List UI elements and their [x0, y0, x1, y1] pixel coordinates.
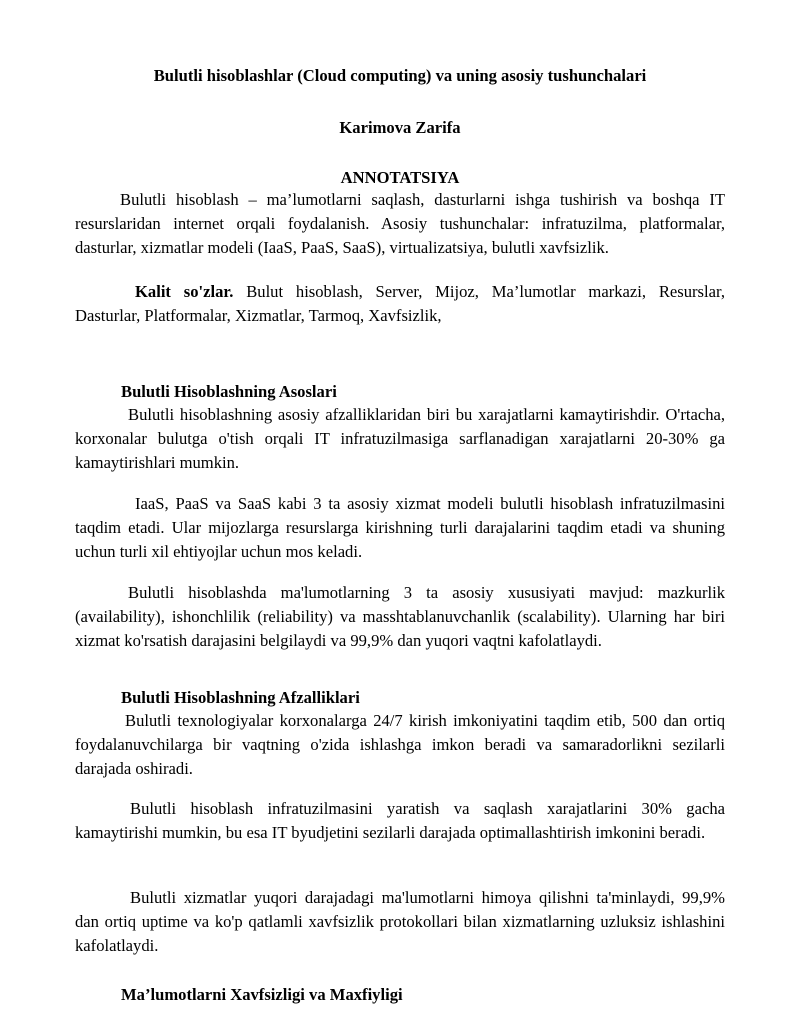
section-heading-afzalliklari: Bulutli Hisoblashning Afzalliklari — [121, 688, 360, 707]
section-heading-xavfsizligi: Ma’lumotlarni Xavfsizligi va Maxfiyligi — [121, 985, 403, 1004]
annotation-paragraph — [75, 188, 725, 260]
annotation-heading: ANNOTATSIYA — [340, 168, 460, 187]
section-paragraph: IaaS, PaaS va SaaS kabi 3 ta asosiy xizmat modeli bulutli hisoblash infratuzilmasini taqdim etadi. Ular mijozlarga resurslarga kirishning turli darajalarini taqdim etadi va shuning uchun turli xil ehtiyojlar uchun mos keladi. — [75, 494, 725, 561]
keywords-text: Bulut hisoblash, Server, Mijoz, Ma’lumotlar markazi, Resurslar, Dasturlar, Platformalar, Xizmatlar, Tarmoq, Xavfsizlik, — [75, 282, 725, 325]
section-paragraph: Bulutli hisoblashning asosiy afzalliklaridan biri bu xarajatlarni kamaytirishdir. O'rtacha, korxonalar bulutga o'tish orqali IT infratuzilmasiga sarflanadigan xarajatlarni 20-30% ga kamaytirishlari mumkin. — [75, 405, 725, 472]
section-paragraph: Bulutli hisoblashda ma'lumotlarning 3 ta asosiy xususiyati mavjud: mazkurlik (availability), ishonchlilik (reliability) va masshtablanuvchanlik (scalability). Ularning har biri xizmat ko'rsatish darajasini belgilaydi va 99,9% dan yuqori vaqtni kafolatlaydi. — [75, 583, 725, 650]
section-paragraph: Bulutli hisoblash infratuzilmasini yaratish va saqlash xarajatlarini 30% gacha kamaytirishi mumkin, bu esa IT byudjetini sezilarli darajada optimallashtirish imkonini beradi. — [75, 799, 725, 842]
keywords-label: Kalit so'zlar. — [135, 282, 234, 301]
document-author: Karimova Zarifa — [339, 118, 461, 137]
keywords-paragraph — [75, 280, 725, 328]
section-paragraph: Bulutli xizmatlar yuqori darajadagi ma'lumotlarni himoya qilishni ta'minlaydi, 99,9% dan ortiq uptime va ko'p qatlamli xavfsizlik protokollari bilan xizmatlarning uzluksiz ishlashini kafolatlaydi. — [75, 888, 725, 955]
section-paragraph: Bulutli texnologiyalar korxonalarga 24/7 kirish imkoniyatini taqdim etib, 500 dan ortiq foydalanuvchilarga bir vaqtning o'zida ishlashga imkon beradi va samaradorlikni sezilarli darajada oshiradi. — [75, 711, 725, 778]
section-heading-asoslari: Bulutli Hisoblashning Asoslari — [121, 382, 337, 401]
document-title: Bulutli hisoblashlar (Cloud computing) va uning asosiy tushunchalari — [153, 66, 647, 85]
annotation-text: Bulutli hisoblash – ma’lumotlarni saqlash, dasturlarni ishga tushirish va boshqa IT resurslaridan internet orqali foydalanish. Asosiy tushunchalar: infratuzilma, platformalar, dasturlar, xizmatlar modeli (IaaS, PaaS, SaaS), virtualizatsiya, bulutli xavfsizlik. — [75, 190, 725, 257]
